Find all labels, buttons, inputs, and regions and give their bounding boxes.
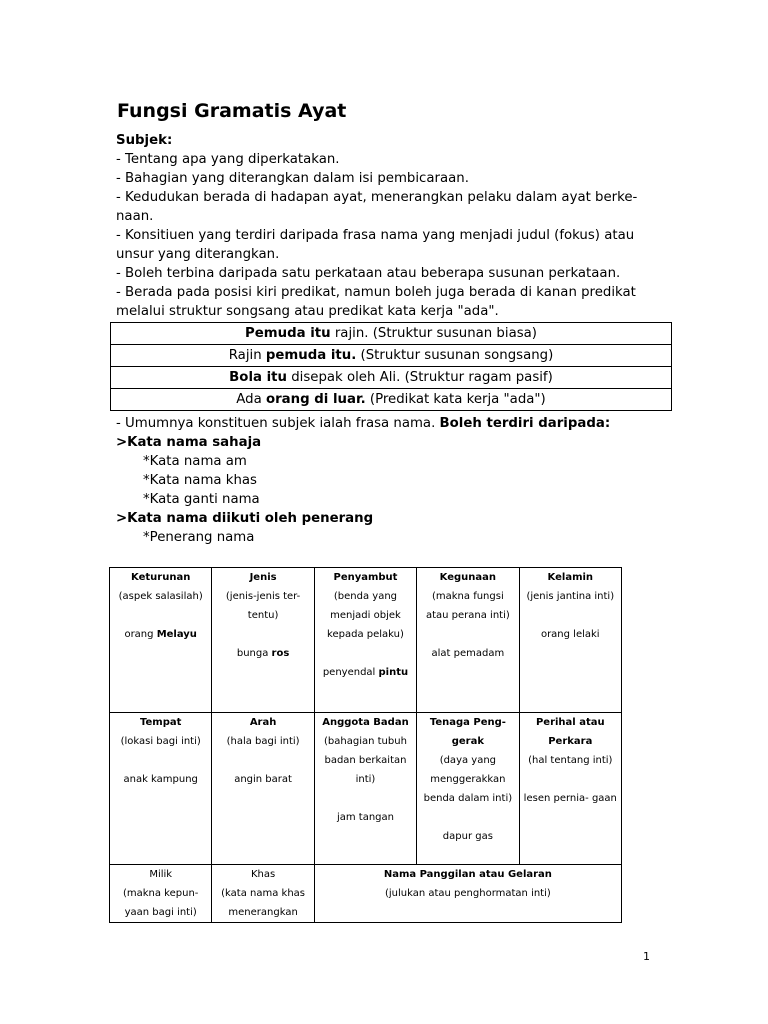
grid-cell-tempat: Tempat (lokasi bagi inti) anak kampung: [110, 713, 212, 865]
grid-cell-kelamin: Kelamin (jenis jantina inti) orang lelaki: [519, 568, 621, 713]
subjek-section: [116, 131, 664, 321]
grid-cell-nama-panggilan: Nama Panggilan atau Gelaran (julukan atau penghormatan inti): [314, 865, 621, 923]
grid-cell-arah: Arah (hala bagi inti) angin barat: [212, 713, 314, 865]
group-heading: >Kata nama diikuti oleh penerang: [116, 511, 374, 526]
subjek-line: - Kedudukan berada di hadapan ayat, menerangkan pelaku dalam ayat berke-: [116, 190, 638, 205]
subjek-line: - Tentang apa yang diperkatakan.: [116, 152, 340, 167]
example-row: [111, 389, 672, 411]
subjek-line: naan.: [116, 209, 154, 224]
table-row: [110, 568, 622, 713]
subjek-line: - Berada pada posisi kiri predikat, namun boleh juga berada di kanan predikat: [116, 285, 636, 300]
subjek-line: - Bahagian yang diterangkan dalam isi pembicaraan.: [116, 171, 469, 186]
subjek-line: melalui struktur songsang atau predikat kata kerja "ada".: [116, 304, 499, 319]
list-item: *Penerang nama: [143, 530, 255, 545]
grid-cell-penyambut: Penyambut (benda yang menjadi objek kepada pelaku) penyendal pintu: [314, 568, 416, 713]
grid-cell-khas: Khas (kata nama khas menerangkan: [212, 865, 314, 923]
page-title: Fungsi Gramatis Ayat: [117, 100, 347, 122]
grid-cell-anggota-badan: Anggota Badan (bahagian tubuh badan berkaitan inti) jam tangan: [314, 713, 416, 865]
examples-table: [110, 322, 672, 411]
example-cell: Pemuda itu rajin. (Struktur susunan biasa): [111, 323, 672, 345]
example-cell: Bola itu disepak oleh Ali. (Struktur ragam pasif): [111, 367, 672, 389]
subjek-line: unsur yang diterangkan.: [116, 247, 280, 262]
grid-cell-tenaga-penggerak: Tenaga Peng- gerak (daya yang menggerakkan benda dalam inti) dapur gas: [417, 713, 519, 865]
grid-cell-keturunan: Keturunan (aspek salasilah) orang Melayu: [110, 568, 212, 713]
grid-cell-kegunaan: Kegunaan (makna fungsi atau perana inti) alat pemadam: [417, 568, 519, 713]
page-number: 1: [643, 950, 650, 963]
list-item: *Kata nama khas: [143, 473, 257, 488]
example-cell: Ada orang di luar. (Predikat kata kerja "ada"): [111, 389, 672, 411]
grid-cell-jenis: Jenis (jenis-jenis ter- tentu) bunga ros: [212, 568, 314, 713]
example-cell: Rajin pemuda itu. (Struktur susunan songsang): [111, 345, 672, 367]
list-item: *Kata nama am: [143, 454, 247, 469]
example-row: [111, 323, 672, 345]
table-row: [110, 865, 622, 923]
subjek-line: - Boleh terbina daripada satu perkataan atau beberapa susunan perkataan.: [116, 266, 621, 281]
penerang-nama-table: [109, 567, 622, 923]
constituent-list: [116, 414, 676, 547]
list-item: *Kata ganti nama: [143, 492, 260, 507]
group-heading: >Kata nama sahaja: [116, 435, 262, 450]
subjek-heading: Subjek:: [116, 133, 173, 148]
subjek-line: - Konsitiuen yang terdiri daripada frasa nama yang menjadi judul (fokus) atau: [116, 228, 635, 243]
intro-line: - Umumnya konstituen subjek ialah frasa nama. Boleh terdiri daripada:: [116, 416, 611, 431]
table-row: [110, 713, 622, 865]
grid-cell-milik: Milik (makna kepun- yaan bagi inti): [110, 865, 212, 923]
grid-cell-perihal: Perihal atau Perkara (hal tentang inti) lesen pernia- gaan: [519, 713, 621, 865]
example-row: [111, 367, 672, 389]
example-row: [111, 345, 672, 367]
